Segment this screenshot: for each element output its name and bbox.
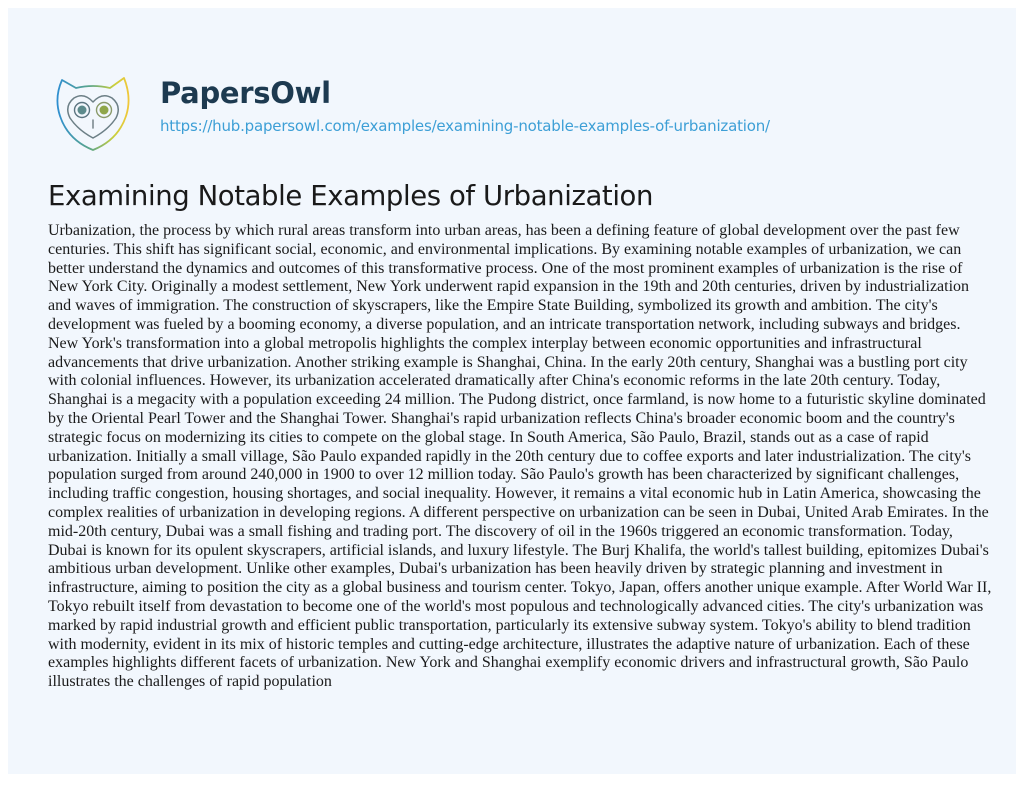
article-body: Urbanization, the process by which rural areas transform into urban areas, has been a defining feature of global development over the past few centuries. This shift has significant social, economic, and environmental implications. By examining notable examples of urbanization, we can better understand the dynamics and outcomes of this transformative process. One of the most prominent examples of urbanization is the rise of New York City. Originally a modest settlement, New York underwent rapid expansion in the 19th and 20th centuries, driven by industrialization and waves of immigration. The construction of skyscrapers, like the Empire State Building, symbolized its growth and ambition. The city's development was fueled by a booming economy, a diverse population, and an intricate transportation network, including subways and bridges. New York's transformation into a global metropolis highlights the complex interplay between economic opportunities and infrastructural advancements that drive urbanization. Another striking example is Shanghai, China. In the early 20th century, Shanghai was a bustling port city with colonial influences. However, its urbanization accelerated dramatically after China's economic reforms in the late 20th century. Today, Shanghai is a megacity with a population exceeding 24 million. The Pudong district, once farmland, is now home to a futuristic skyline dominated by the Oriental Pearl Tower and the Shanghai Tower. Shanghai's rapid urbanization reflects China's broader economic boom and the country's strategic focus on modernizing its cities to compete on the global stage. In South America, São Paulo, Brazil, stands out as a case of rapid urbanization. Initially a small village, São Paulo expanded rapidly in the 20th century due to coffee exports and later industrialization. The city's population surged from around 240,000 in 1900 to over 12 million today. São Paulo's growth has been characterized by significant challenges, including traffic congestion, housing shortages, and social inequality. However, it remains a vital economic hub in Latin America, showcasing the complex realities of urbanization in developing regions. A different perspective on urbanization can be seen in Dubai, United Arab Emirates. In the mid-20th century, Dubai was a small fishing and trading port. The discovery of oil in the 1960s triggered an economic transformation. Today, Dubai is known for its opulent skyscrapers, artificial islands, and luxury lifestyle. The Burj Khalifa, the world's tallest building, epitomizes Dubai's ambitious urban development. Unlike other examples, Dubai's urbanization has been heavily driven by strategic planning and investment in infrastructure, aiming to position the city as a global business and tourism center. Tokyo, Japan, offers another unique example. After World War II, Tokyo rebuilt itself from devastation to become one of the world's most populous and technologically advanced cities. The city's urbanization was marked by rapid industrial growth and efficient public transportation, particularly its extensive subway system. Tokyo's ability to blend tradition with modernity, evident in its mix of historic temples and cutting-edge architecture, illustrates the adaptive nature of urbanization. Each of these examples highlights different facets of urbanization. New York and Shanghai exemplify economic drivers and infrastructural growth, São Paulo illustrates the challenges of rapid population [48, 222, 992, 691]
owl-logo-icon [50, 68, 136, 154]
brand-name: PapersOwl [160, 76, 331, 110]
site-header [50, 66, 770, 166]
article-title: Examining Notable Examples of Urbanization [48, 180, 654, 212]
document-card [8, 8, 1016, 774]
source-url-link[interactable]: https://hub.papersowl.com/examples/examining-notable-examples-of-urbanization/ [160, 117, 770, 135]
brand-block [160, 76, 770, 136]
